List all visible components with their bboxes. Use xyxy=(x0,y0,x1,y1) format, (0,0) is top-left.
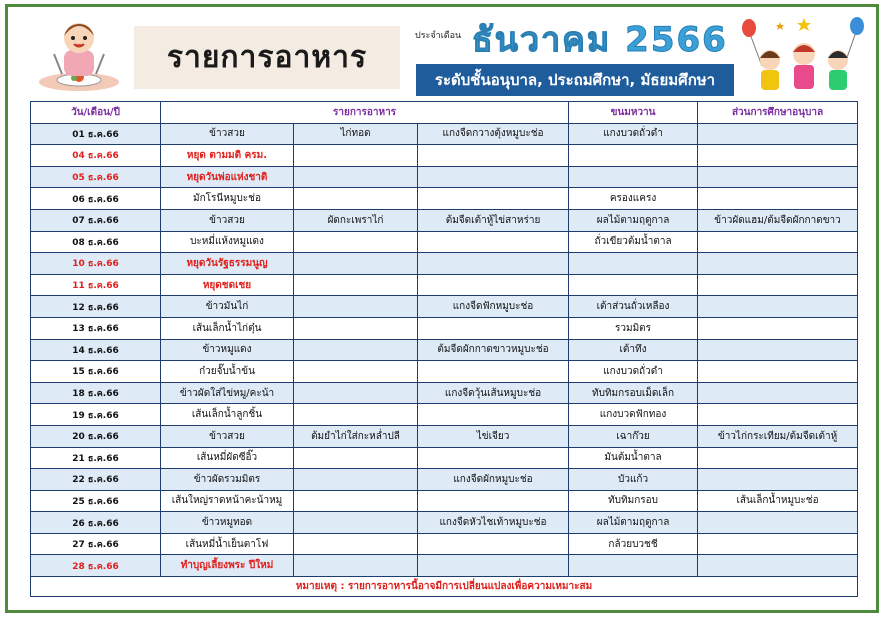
cell-m3 xyxy=(418,274,569,296)
cell-m1: มักโรนีหมูบะช่อ xyxy=(161,188,294,210)
cell-m3: แกงจืดฟักหมูบะช่อ xyxy=(418,296,569,318)
cell-m3: แกงจืดผักหมูบะช่อ xyxy=(418,469,569,491)
cell-m1: เส้นใหญ่ราดหน้าคะน้าหมู xyxy=(161,490,294,512)
cell-dessert: แกงบวดถั่วดำ xyxy=(569,123,698,145)
cell-dessert xyxy=(569,253,698,275)
cell-m2 xyxy=(294,253,418,275)
cell-dessert: ทับทิมกรอบ xyxy=(569,490,698,512)
cell-date: 08 ธ.ค.66 xyxy=(31,231,161,253)
menu-table xyxy=(30,101,858,597)
table-row xyxy=(31,404,858,426)
cell-m1: เส้นหมี่ผัดซีอิ๊ว xyxy=(161,447,294,469)
cell-date: 12 ธ.ค.66 xyxy=(31,296,161,318)
cell-m1: ข้าวสวย xyxy=(161,209,294,231)
cell-m3 xyxy=(418,490,569,512)
cell-m1: บะหมี่แห้งหมูแดง xyxy=(161,231,294,253)
cell-m1: เส้นเล็กน้ำไก่ตุ๋น xyxy=(161,317,294,339)
cell-dessert: รวมมิตร xyxy=(569,317,698,339)
cell-kinder xyxy=(698,447,858,469)
cell-kinder xyxy=(698,469,858,491)
cell-m2 xyxy=(294,404,418,426)
cell-kinder xyxy=(698,555,858,577)
cell-kinder xyxy=(698,145,858,167)
cell-dessert: ผลไม้ตามฤดูกาล xyxy=(569,209,698,231)
table-row xyxy=(31,469,858,491)
cell-m2 xyxy=(294,533,418,555)
cell-kinder xyxy=(698,533,858,555)
cell-m2 xyxy=(294,231,418,253)
cell-m1: ข้าวสวย xyxy=(161,123,294,145)
cell-date: 01 ธ.ค.66 xyxy=(31,123,161,145)
cell-m3 xyxy=(418,361,569,383)
cell-dessert xyxy=(569,555,698,577)
cell-m1: ข้าวมันไก่ xyxy=(161,296,294,318)
cell-kinder xyxy=(698,512,858,534)
cell-m1: ก๋วยจั๊บน้ำข้น xyxy=(161,361,294,383)
cell-date: 27 ธ.ค.66 xyxy=(31,533,161,555)
table-row xyxy=(31,317,858,339)
cell-m3 xyxy=(418,188,569,210)
cell-m2 xyxy=(294,490,418,512)
cell-date: 07 ธ.ค.66 xyxy=(31,209,161,231)
cell-date: 13 ธ.ค.66 xyxy=(31,317,161,339)
cell-dessert: กล้วยบวชชี xyxy=(569,533,698,555)
cell-date: 22 ธ.ค.66 xyxy=(31,469,161,491)
cell-dessert: มันต้มน้ำตาล xyxy=(569,447,698,469)
column-header-dessert: ขนมหวาน xyxy=(569,102,698,124)
cell-m3: ต้มจืดผักกาดขาวหมูบะช่อ xyxy=(418,339,569,361)
cell-dessert: ทับทิมกรอบเม็ดเล็ก xyxy=(569,382,698,404)
column-header-menu: รายการอาหาร xyxy=(161,102,569,124)
cell-dessert: บัวแก้ว xyxy=(569,469,698,491)
note-row xyxy=(31,577,858,597)
cell-m2 xyxy=(294,382,418,404)
cell-m3: แกงจืดหัวไชเท้าหมูบะช่อ xyxy=(418,512,569,534)
cell-m1: ข้าวผัดรวมมิตร xyxy=(161,469,294,491)
cell-m3: แกงจืดกวางตุ้งหมูบะช่อ xyxy=(418,123,569,145)
cell-date: 05 ธ.ค.66 xyxy=(31,166,161,188)
cell-dessert: ครองแครง xyxy=(569,188,698,210)
cell-kinder xyxy=(698,404,858,426)
cell-m1: เส้นหมี่น้ำเย็นตาโฟ xyxy=(161,533,294,555)
cell-m2: ไก่ทอด xyxy=(294,123,418,145)
table-row xyxy=(31,231,858,253)
cell-m2 xyxy=(294,296,418,318)
cell-m1: เส้นเล็กน้ำลูกชิ้น xyxy=(161,404,294,426)
cell-m2 xyxy=(294,447,418,469)
cell-kinder xyxy=(698,188,858,210)
cell-kinder xyxy=(698,253,858,275)
cell-kinder xyxy=(698,382,858,404)
cell-m3 xyxy=(418,145,569,167)
cell-m2 xyxy=(294,512,418,534)
cell-date: 04 ธ.ค.66 xyxy=(31,145,161,167)
cell-date: 26 ธ.ค.66 xyxy=(31,512,161,534)
cell-kinder: ข้าวผัดแฮม/ต้มจืดผักกาดขาว xyxy=(698,209,858,231)
cell-m1: ข้าวสวย xyxy=(161,425,294,447)
cell-m1: ข้าวหมูแดง xyxy=(161,339,294,361)
cell-m2 xyxy=(294,555,418,577)
cell-m3 xyxy=(418,404,569,426)
cell-date: 10 ธ.ค.66 xyxy=(31,253,161,275)
cell-m2 xyxy=(294,339,418,361)
table-row xyxy=(31,447,858,469)
cell-m2 xyxy=(294,274,418,296)
cell-kinder xyxy=(698,339,858,361)
cell-kinder xyxy=(698,166,858,188)
cell-m2 xyxy=(294,188,418,210)
cell-m3 xyxy=(418,533,569,555)
cell-date: 21 ธ.ค.66 xyxy=(31,447,161,469)
cell-date: 20 ธ.ค.66 xyxy=(31,425,161,447)
cell-m2: ผัดกะเพราไก่ xyxy=(294,209,418,231)
cell-m1: หยุดวันรัฐธรรมนูญ xyxy=(161,253,294,275)
cell-m3 xyxy=(418,231,569,253)
cell-m3 xyxy=(418,447,569,469)
school-levels-banner: ระดับชั้นอนุบาล, ประถมศึกษา, มัธยมศึกษา xyxy=(416,64,734,96)
table-row xyxy=(31,339,858,361)
cell-dessert: ถั่วเขียวต้มน้ำตาล xyxy=(569,231,698,253)
table-row xyxy=(31,253,858,275)
cell-dessert: เต้าส่วนถั่วเหลือง xyxy=(569,296,698,318)
cell-kinder xyxy=(698,231,858,253)
cell-m3: ต้มจืดเต้าหู้ไข่สาหร่าย xyxy=(418,209,569,231)
table-row xyxy=(31,296,858,318)
cell-m1: ข้าวผัดใส่ไข่หมู/คะน้า xyxy=(161,382,294,404)
kid-eating-illustration xyxy=(30,14,128,94)
cell-date: 11 ธ.ค.66 xyxy=(31,274,161,296)
table-row xyxy=(31,166,858,188)
cell-m3 xyxy=(418,166,569,188)
kids-balloons-illustration xyxy=(740,14,868,98)
table-row xyxy=(31,361,858,383)
cell-dessert: ผลไม้ตามฤดูกาล xyxy=(569,512,698,534)
cell-kinder xyxy=(698,123,858,145)
table-row xyxy=(31,512,858,534)
cell-kinder xyxy=(698,361,858,383)
cell-dessert xyxy=(569,145,698,167)
cell-dessert: แกงบวดถั่วดำ xyxy=(569,361,698,383)
remark-note: หมายเหตุ : รายการอาหารนี้อาจมีการเปลี่ยนแปลงเพื่อความเหมาะสม xyxy=(31,577,858,597)
cell-m2 xyxy=(294,145,418,167)
cell-m1: ทำบุญเลี้ยงพระ ปีใหม่ xyxy=(161,555,294,577)
month-caption: ประจำเดือน xyxy=(415,31,462,41)
cell-m3 xyxy=(418,555,569,577)
table-row xyxy=(31,425,858,447)
table-row xyxy=(31,555,858,577)
menu-title: รายการอาหาร xyxy=(166,40,368,75)
cell-kinder xyxy=(698,317,858,339)
cell-date: 14 ธ.ค.66 xyxy=(31,339,161,361)
cell-m1: หยุด ตามมติ ครม. xyxy=(161,145,294,167)
cell-m1: หยุดวันพ่อแห่งชาติ xyxy=(161,166,294,188)
cell-date: 06 ธ.ค.66 xyxy=(31,188,161,210)
cell-kinder xyxy=(698,274,858,296)
cell-m1: ข้าวหมูทอด xyxy=(161,512,294,534)
cell-m3 xyxy=(418,317,569,339)
cell-date: 19 ธ.ค.66 xyxy=(31,404,161,426)
table-header-row xyxy=(31,102,858,124)
cell-kinder: ข้าวไก่กระเทียม/ต้มจืดเต้าหู้ xyxy=(698,425,858,447)
cell-date: 28 ธ.ค.66 xyxy=(31,555,161,577)
cell-m2 xyxy=(294,469,418,491)
cell-m3 xyxy=(418,253,569,275)
table-row xyxy=(31,145,858,167)
cell-date: 25 ธ.ค.66 xyxy=(31,490,161,512)
table-row xyxy=(31,490,858,512)
cell-dessert xyxy=(569,166,698,188)
table-row xyxy=(31,188,858,210)
cell-date: 15 ธ.ค.66 xyxy=(31,361,161,383)
cell-m3: ไข่เจียว xyxy=(418,425,569,447)
cell-dessert xyxy=(569,274,698,296)
cell-m2 xyxy=(294,361,418,383)
column-header-date: วัน/เดือน/ปี xyxy=(31,102,161,124)
cell-dessert: เต้าทึง xyxy=(569,339,698,361)
cell-m2: ต้มยำไก่ใส่กะหล่ำปลี xyxy=(294,425,418,447)
table-row xyxy=(31,274,858,296)
column-header-kindergarten: ส่วนการศึกษาอนุบาล xyxy=(698,102,858,124)
cell-date: 18 ธ.ค.66 xyxy=(31,382,161,404)
table-row xyxy=(31,209,858,231)
cell-m3: แกงจืดวุ้นเส้นหมูบะช่อ xyxy=(418,382,569,404)
cell-dessert: แกงบวดฟักทอง xyxy=(569,404,698,426)
menu-title-box xyxy=(134,26,400,89)
table-row xyxy=(31,123,858,145)
cell-kinder xyxy=(698,296,858,318)
cell-m1: หยุดชดเชย xyxy=(161,274,294,296)
cell-kinder: เส้นเล็กน้ำหมูบะช่อ xyxy=(698,490,858,512)
table-row xyxy=(31,533,858,555)
table-row xyxy=(31,382,858,404)
cell-dessert: เฉาก๊วย xyxy=(569,425,698,447)
cell-m2 xyxy=(294,166,418,188)
cell-m2 xyxy=(294,317,418,339)
month-title: ธันวาคม 2566 xyxy=(472,20,728,60)
